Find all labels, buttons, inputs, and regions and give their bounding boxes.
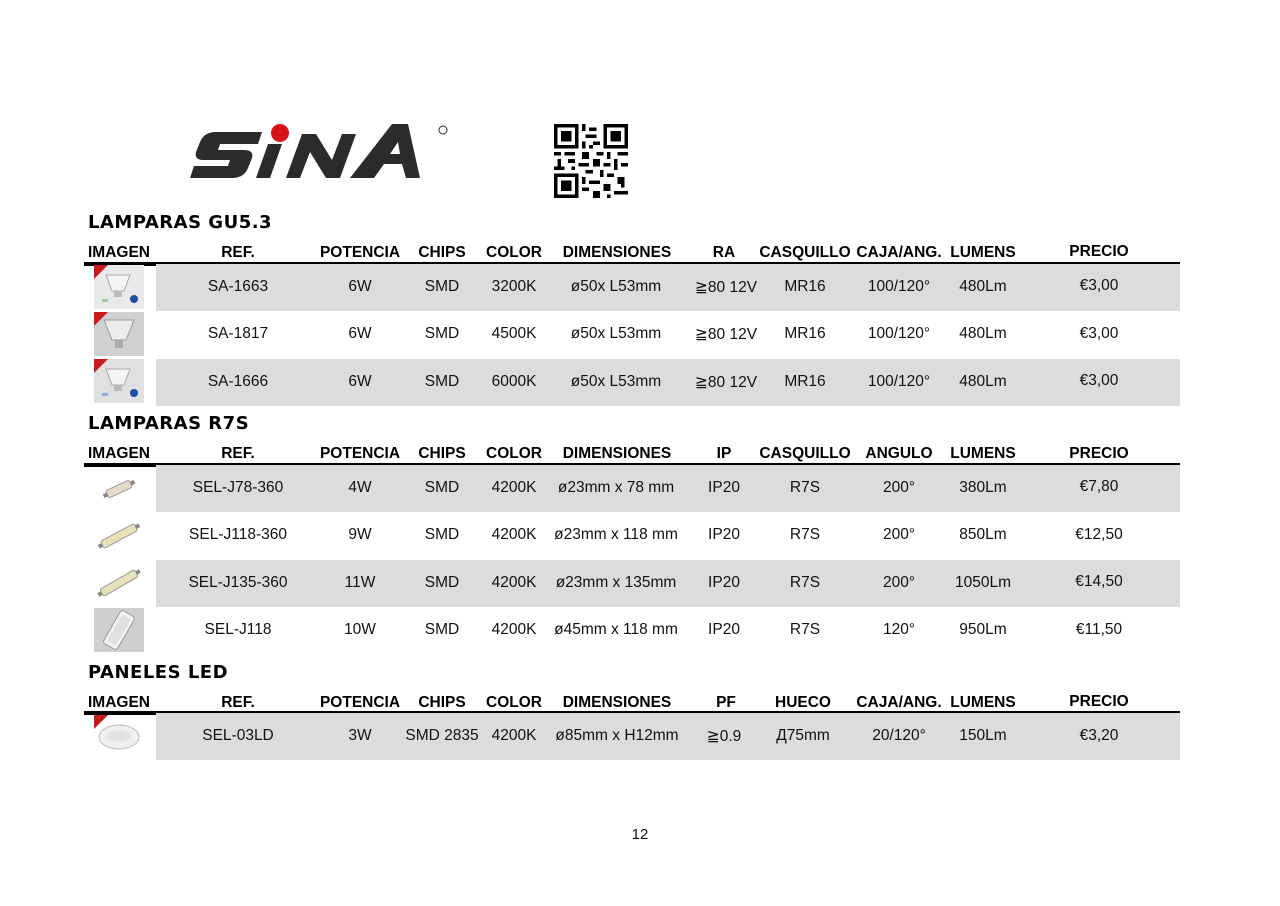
cell-ref: SA-1663 <box>207 278 269 295</box>
table-row <box>156 264 1180 311</box>
cell-color: 6000K <box>491 373 537 390</box>
cell-precio: €11,50 <box>1075 621 1123 638</box>
cell-hueco: Д75mm <box>776 727 830 744</box>
cell-casquillo: MR16 <box>784 325 826 342</box>
header-chips: CHIPS <box>418 244 466 261</box>
table-row <box>156 607 1180 654</box>
header-casquillo: CASQUILLO <box>759 244 851 261</box>
cell-lumens: 1050Lm <box>954 574 1012 591</box>
header-imagen: IMAGEN <box>88 244 150 261</box>
header-ra: RA <box>712 244 736 261</box>
header-dimensiones: DIMENSIONES <box>562 244 672 261</box>
cell-chips: SMD <box>424 325 460 342</box>
cell-chips: SMD 2835 <box>405 727 479 744</box>
header-ref: REF. <box>221 445 255 462</box>
cell-ref: SEL-03LD <box>202 727 274 744</box>
header-color: COLOR <box>486 445 542 462</box>
cell-casquillo: R7S <box>789 526 821 543</box>
product-image-sel-j118 <box>94 608 144 652</box>
cell-ip: IP20 <box>708 621 740 638</box>
cell-potencia: 6W <box>348 373 372 390</box>
cell-angulo: 200° <box>882 574 916 591</box>
cell-caja-ang: 100/120° <box>867 278 931 295</box>
product-image-sel-j135-360 <box>94 561 144 605</box>
cell-precio: €3,00 <box>1079 325 1119 342</box>
header-potencia: POTENCIA <box>319 244 401 261</box>
header-potencia: POTENCIA <box>319 694 401 711</box>
cell-lumens: 380Lm <box>959 479 1007 496</box>
cell-chips: SMD <box>424 526 460 543</box>
header-potencia: POTENCIA <box>319 445 401 462</box>
cell-lumens: 480Lm <box>959 373 1007 390</box>
product-image-sa-1663 <box>94 265 144 309</box>
header-angulo: ANGULO <box>865 445 933 462</box>
table-row <box>156 713 1180 760</box>
cell-dimensiones: ø23mm x 135mm <box>555 574 677 591</box>
cell-casquillo: R7S <box>789 479 821 496</box>
header-hueco: HUECO <box>775 694 831 711</box>
cell-precio: €3,00 <box>1079 277 1119 294</box>
header-chips: CHIPS <box>418 694 466 711</box>
cell-dimensiones: ø23mm x 118 mm <box>554 526 678 543</box>
cell-dimensiones: ø50x L53mm <box>570 278 662 295</box>
cell-precio: €7,80 <box>1079 478 1119 495</box>
cell-angulo: 200° <box>882 479 916 496</box>
cell-chips: SMD <box>424 621 460 638</box>
cell-ref: SA-1817 <box>207 325 269 342</box>
header-dimensiones: DIMENSIONES <box>562 694 672 711</box>
cell-chips: SMD <box>424 278 460 295</box>
header-color: COLOR <box>486 694 542 711</box>
cell-dimensiones: ø50x L53mm <box>570 373 662 390</box>
section-title-gu53: LAMPARAS GU5.3 <box>88 212 273 233</box>
product-image-sa-1817 <box>94 312 144 356</box>
cell-precio: €12,50 <box>1075 526 1123 543</box>
cell-color: 4200K <box>491 479 537 496</box>
header-lumens: LUMENS <box>950 445 1016 462</box>
cell-lumens: 850Lm <box>959 526 1007 543</box>
section-title-paneles-led: PANELES LED <box>88 662 229 683</box>
cell-ref: SEL-J118 <box>204 621 272 638</box>
cell-potencia: 11W <box>344 574 376 591</box>
cell-angulo: 120° <box>882 621 916 638</box>
cell-color: 4200K <box>491 574 537 591</box>
cell-casquillo: MR16 <box>784 278 826 295</box>
cell-potencia: 4W <box>348 479 372 496</box>
cell-dimensiones: ø85mm x H12mm <box>555 727 679 744</box>
table-row <box>156 560 1180 607</box>
cell-potencia: 6W <box>348 278 372 295</box>
product-image-sel-j118-360 <box>94 514 144 558</box>
header-pf: PF <box>716 694 736 711</box>
cell-color: 4200K <box>491 727 537 744</box>
header-color: COLOR <box>486 244 542 261</box>
header-caja-ang: CAJA/ANG. <box>856 694 942 711</box>
cell-pf: ≧0.9 <box>706 728 742 745</box>
cell-caja-ang: 100/120° <box>867 373 931 390</box>
cell-lumens: 150Lm <box>959 727 1007 744</box>
section-title-r7s: LAMPARAS R7S <box>88 413 250 434</box>
cell-ra: ≧80 12V <box>694 279 758 296</box>
cell-precio: €3,00 <box>1079 372 1119 389</box>
sina-logo <box>182 120 452 192</box>
product-image-sel-03ld <box>94 715 144 759</box>
cell-dimensiones: ø45mm x 118 mm <box>554 621 678 638</box>
cell-chips: SMD <box>424 479 460 496</box>
table-row <box>156 359 1180 406</box>
cell-ra: ≧80 12V <box>694 374 758 391</box>
cell-chips: SMD <box>424 574 460 591</box>
cell-caja-ang: 20/120° <box>872 727 926 744</box>
cell-precio: €3,20 <box>1079 727 1119 744</box>
cell-ref: SEL-J78-360 <box>192 479 284 496</box>
cell-caja-ang: 100/120° <box>867 325 931 342</box>
header-ref: REF. <box>221 244 255 261</box>
header-precio: PRECIO <box>1069 445 1129 462</box>
table-row <box>156 465 1180 512</box>
cell-ra: ≧80 12V <box>694 326 758 343</box>
cell-ip: IP20 <box>708 526 740 543</box>
cell-potencia: 9W <box>348 526 372 543</box>
product-image-sa-1666 <box>94 359 144 403</box>
cell-ip: IP20 <box>708 479 740 496</box>
table-row <box>156 512 1180 559</box>
cell-casquillo: R7S <box>789 574 821 591</box>
cell-potencia: 3W <box>348 727 372 744</box>
table-row <box>156 311 1180 358</box>
cell-potencia: 6W <box>348 325 372 342</box>
cell-chips: SMD <box>424 373 460 390</box>
cell-lumens: 480Lm <box>959 325 1007 342</box>
cell-ip: IP20 <box>708 574 740 591</box>
header-imagen: IMAGEN <box>88 445 150 462</box>
cell-precio: €14,50 <box>1075 573 1123 590</box>
cell-color: 4200K <box>491 526 537 543</box>
cell-ref: SA-1666 <box>207 373 269 390</box>
product-image-sel-j78-360 <box>94 467 144 511</box>
header-lumens: LUMENS <box>950 244 1016 261</box>
cell-dimensiones: ø23mm x 78 mm <box>557 479 675 496</box>
header-ref: REF. <box>221 694 255 711</box>
cell-casquillo: R7S <box>789 621 821 638</box>
cell-color: 4200K <box>491 621 537 638</box>
cell-casquillo: MR16 <box>784 373 826 390</box>
header-imagen: IMAGEN <box>88 694 150 711</box>
cell-lumens: 950Lm <box>959 621 1007 638</box>
cell-ref: SEL-J135-360 <box>188 574 288 591</box>
qr-code-icon <box>553 124 629 198</box>
header-caja-ang: CAJA/ANG. <box>856 244 942 261</box>
header-precio: PRECIO <box>1069 243 1129 260</box>
header-precio: PRECIO <box>1069 693 1129 710</box>
cell-ref: SEL-J118-360 <box>189 526 287 543</box>
header-lumens: LUMENS <box>950 694 1016 711</box>
cell-potencia: 10W <box>344 621 376 638</box>
cell-angulo: 200° <box>882 526 916 543</box>
header-dimensiones: DIMENSIONES <box>562 445 672 462</box>
cell-color: 3200K <box>491 278 537 295</box>
header-ip: IP <box>716 445 732 462</box>
cell-color: 4500K <box>491 325 537 342</box>
header-casquillo: CASQUILLO <box>759 445 851 462</box>
page-number: 12 <box>631 826 649 843</box>
cell-dimensiones: ø50x L53mm <box>570 325 662 342</box>
header-chips: CHIPS <box>418 445 466 462</box>
cell-lumens: 480Lm <box>959 278 1007 295</box>
